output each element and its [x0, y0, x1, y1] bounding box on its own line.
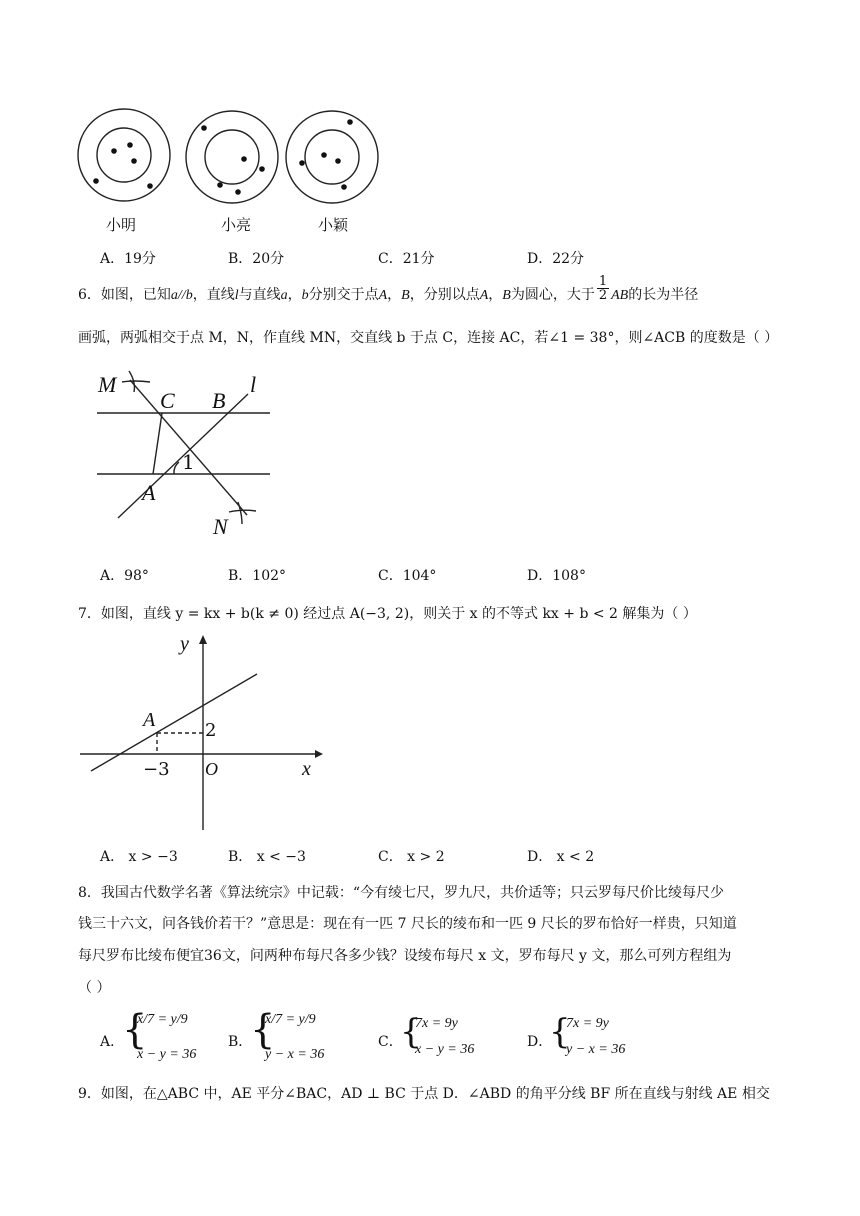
q8-line4: （ ）	[78, 980, 111, 996]
q8-option-b-row2: y − x = 36	[265, 1047, 325, 1062]
q7-option-a[interactable]: A． x > −3	[100, 849, 178, 865]
q9-text: 9．如图，在△ABC 中，AE 平分∠BAC，AD ⊥ BC 于点 D．∠ABD 的角平分线 BF 所在直线与射线 AE 相交	[78, 1086, 770, 1102]
q8-option-d-row1: 7x = 9y	[566, 1016, 609, 1031]
q8-option-a-brace: {	[122, 1007, 148, 1053]
q6-label-a: A	[142, 480, 156, 505]
q7-label-2: 2	[205, 720, 217, 741]
q7-text: 7．如图，直线 y = kx + b(k ≠ 0) 经过点 A(−3, 2)，则关于 x 的不等式 kx + b < 2 解集为（ ）	[78, 606, 697, 622]
target-xiaoming	[78, 109, 170, 201]
caption-xiaoying: 小颖	[318, 216, 349, 234]
fraction-half: $\frac{1}{2}$	[598, 273, 608, 303]
q8-option-b-label[interactable]: B．	[228, 1034, 253, 1050]
q8-option-a-row1: x/7 = y/9	[137, 1012, 188, 1027]
target-xiaoying	[286, 111, 378, 203]
q6-option-b[interactable]: B．102°	[228, 568, 287, 584]
q8-option-b-brace: {	[250, 1007, 276, 1053]
q6-option-d[interactable]: D．108°	[527, 568, 586, 584]
q7-label-y: y	[180, 633, 189, 655]
targets-figure	[70, 105, 390, 205]
q7-label-a: A	[143, 709, 156, 731]
q8-option-c-row1: 7x = 9y	[415, 1016, 458, 1031]
q7-option-d[interactable]: D． x < 2	[527, 849, 595, 865]
q8-option-c-brace: {	[400, 1012, 422, 1052]
caption-xiaoming: 小明	[106, 216, 137, 234]
target-xiaoliang	[186, 111, 278, 203]
q8-option-d-row2: y − x = 36	[566, 1042, 626, 1057]
q8-option-d-label[interactable]: D．	[527, 1034, 553, 1050]
q6-label-b: B	[212, 388, 226, 413]
q8-option-c-row2: x − y = 36	[415, 1042, 475, 1057]
q8-option-b-row1: x/7 = y/9	[265, 1012, 316, 1027]
q6-label-l: l	[250, 372, 257, 397]
q8-option-a-row2: x − y = 36	[137, 1047, 197, 1062]
q5-option-a[interactable]: A．19分	[100, 251, 156, 267]
q7-figure	[75, 630, 325, 835]
q7-label-origin: O	[205, 759, 218, 779]
q8-option-a-label[interactable]: A．	[100, 1034, 125, 1050]
q7-option-c[interactable]: C． x > 2	[378, 849, 445, 865]
q8-line2: 钱三十六文，问各钱价若干？”意思是：现在有一匹 7 尺长的绫布和一匹 9 尺长的罗布恰好一样贵，只知道	[78, 916, 737, 932]
q5-option-d[interactable]: D．22分	[527, 251, 585, 267]
q7-label-x: x	[302, 758, 311, 780]
q5-option-c[interactable]: C．21分	[378, 251, 435, 267]
caption-xiaoliang: 小亮	[221, 216, 252, 234]
q7-option-b[interactable]: B． x < −3	[228, 849, 306, 865]
q6-line1: 6．如图，已知a//b，直线l与直线a，b分别交于点A，B，分别以点A，B为圆心，大于 $\frac{1}{2}$ AB的长为半径	[78, 273, 699, 303]
q8-line1: 8．我国古代数学名著《算法统宗》中记载：“今有绫七尺，罗九尺，共价适等；只云罗每尺价比绫每尺少	[78, 885, 725, 901]
q6-label-n: N	[213, 514, 228, 539]
q8-option-d-brace: {	[549, 1012, 571, 1052]
q7-label-neg3: −3	[143, 759, 170, 780]
q8-option-c-label[interactable]: C．	[378, 1034, 403, 1050]
q6-line2: 画弧，两弧相交于点 M，N，作直线 MN，交直线 b 于点 C，连接 AC，若∠1 = 38°，则∠ACB 的度数是（ ）	[78, 330, 779, 346]
q6-label-c: C	[160, 388, 175, 413]
q6-label-m: M	[98, 372, 117, 397]
q6-label-1: 1	[182, 450, 195, 474]
q5-option-b[interactable]: B．20分	[228, 251, 285, 267]
q8-line3: 每尺罗布比绫布便宜36文，问两种布每尺各多少钱？设绫布每尺 x 文，罗布每尺 y 文，那么可列方程组为	[78, 948, 732, 964]
q6-option-c[interactable]: C．104°	[378, 568, 437, 584]
q6-option-a[interactable]: A．98°	[100, 568, 149, 584]
